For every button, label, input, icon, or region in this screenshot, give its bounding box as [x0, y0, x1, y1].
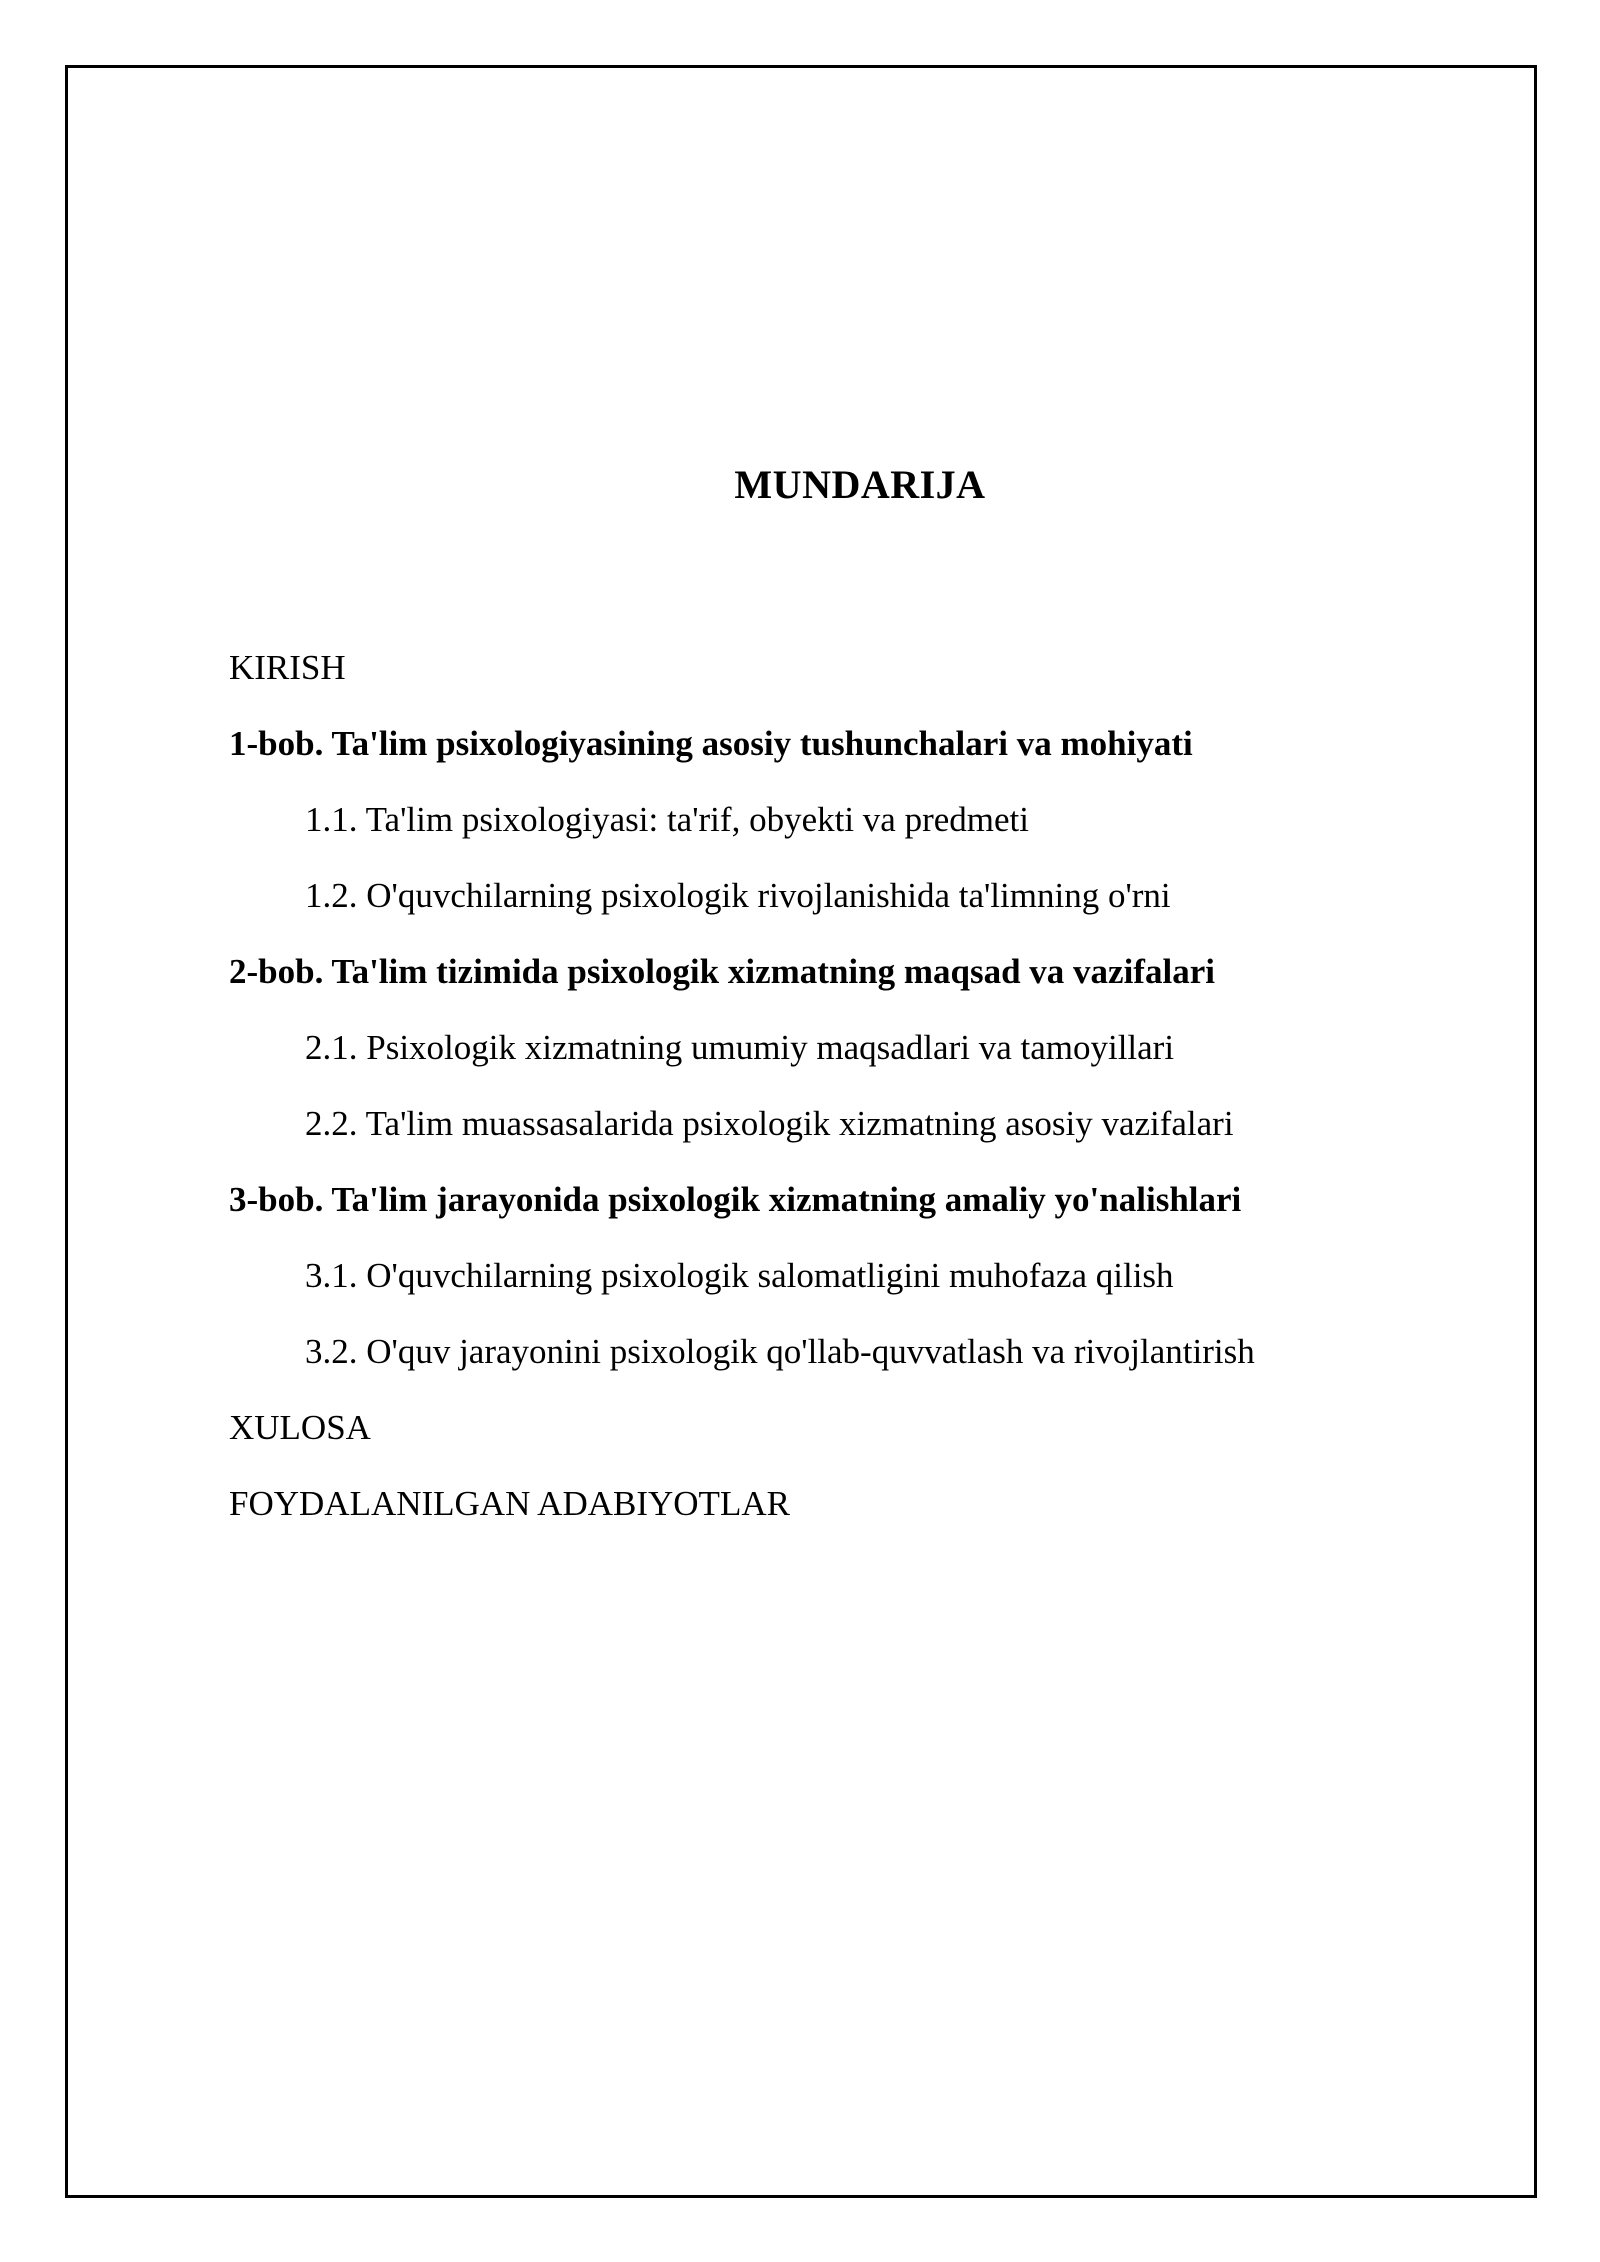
toc-chapter-1: 1-bob. Ta'lim psixologiyasining asosiy tushunchalari va mohiyati — [229, 724, 1193, 763]
toc-subsection-2-2: 2.2. Ta'lim muassasalarida psixologik xizmatning asosiy vazifalari — [305, 1104, 1234, 1143]
toc-subsection-1-1: 1.1. Ta'lim psixologiyasi: ta'rif, obyekti va predmeti — [305, 800, 1029, 839]
toc-chapter-2: 2-bob. Ta'lim tizimida psixologik xizmatning maqsad va vazifalari — [229, 952, 1215, 991]
toc-subsection-2-1: 2.1. Psixologik xizmatning umumiy maqsadlari va tamoyillari — [305, 1028, 1175, 1067]
toc-subsection-3-2: 3.2. O'quv jarayonini psixologik qo'llab-quvvatlash va rivojlantirish — [305, 1332, 1255, 1371]
toc-chapter-3: 3-bob. Ta'lim jarayonida psixologik xizmatning amaliy yo'nalishlari — [229, 1180, 1242, 1219]
page-title: MUNDARIJA — [734, 462, 986, 507]
toc-item-intro: KIRISH — [229, 648, 346, 687]
toc-subsection-1-2: 1.2. O'quvchilarning psixologik rivojlanishida ta'limning o'rni — [305, 876, 1171, 915]
toc-item-conclusion: XULOSA — [229, 1408, 371, 1447]
toc-subsection-3-1: 3.1. O'quvchilarning psixologik salomatligini muhofaza qilish — [305, 1256, 1174, 1295]
table-of-contents — [229, 640, 1479, 1552]
toc-item-references: FOYDALANILGAN ADABIYOTLAR — [229, 1484, 790, 1523]
